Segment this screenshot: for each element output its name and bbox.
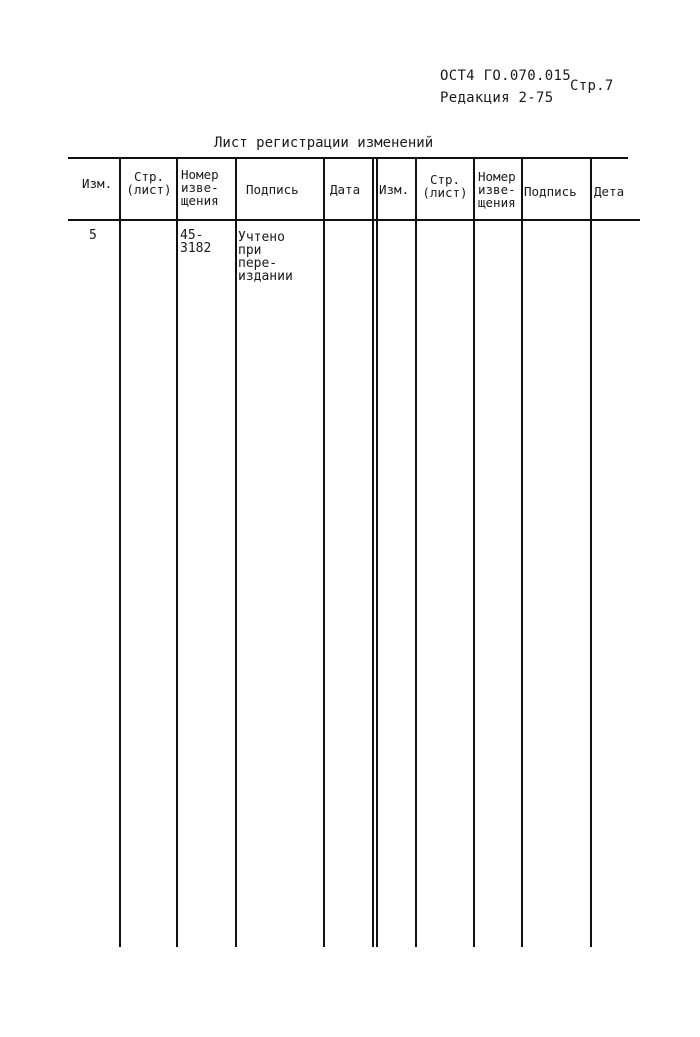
- column-divider: [176, 157, 178, 947]
- cell-notice-number: 45- 3182: [180, 228, 212, 256]
- revision-label: Редакция 2-75: [440, 90, 554, 106]
- column-divider: [415, 157, 417, 947]
- col-header-signature-2: Подпись: [524, 184, 577, 199]
- column-divider: [119, 157, 121, 947]
- column-divider: [323, 157, 325, 947]
- sheet-title: Лист регистрации изменений: [214, 135, 434, 151]
- col-header-izm: Изм.: [82, 176, 113, 191]
- cell-signature: Учтено при пере- издании: [238, 230, 293, 284]
- column-divider: [473, 157, 475, 947]
- col-header-notice: Номер изве- щения: [181, 167, 219, 208]
- cell-izm: 5: [89, 228, 97, 243]
- col-header-page: Стр. (лист): [126, 169, 172, 197]
- column-divider: [376, 157, 378, 947]
- column-divider: [372, 157, 374, 947]
- col-header-izm-2: Изм.: [379, 182, 410, 197]
- table-top-border: [68, 157, 628, 159]
- col-header-date: Дата: [330, 182, 361, 197]
- header-bottom-border: [68, 219, 640, 221]
- page-number: Стр.7: [570, 78, 614, 94]
- col-header-signature: Подпись: [246, 182, 299, 197]
- column-divider: [521, 157, 523, 947]
- column-divider: [590, 157, 592, 947]
- column-divider: [235, 157, 237, 947]
- col-header-date-2: Дета: [594, 184, 625, 199]
- col-header-notice-2: Номер изве- щения: [478, 169, 516, 210]
- document-code: ОСТ4 ГО.070.015: [440, 68, 571, 84]
- col-header-page-2: Стр. (лист): [422, 172, 468, 200]
